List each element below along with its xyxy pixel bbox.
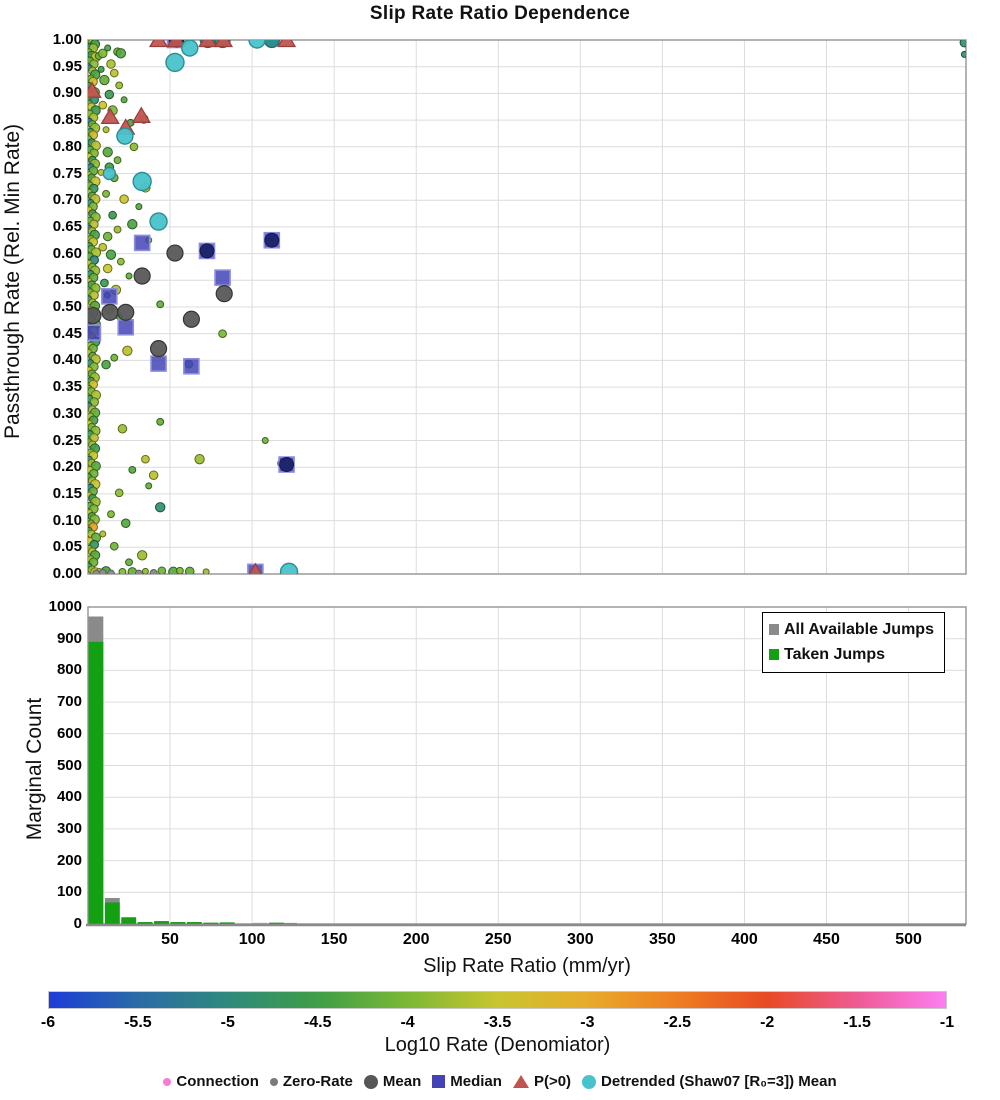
detrended-point <box>249 32 265 48</box>
connection-point <box>142 568 148 574</box>
detrended-point <box>150 213 167 230</box>
xtick: 50 <box>161 931 179 948</box>
colorbar-label: Log10 Rate (Denomiator) <box>384 1034 611 1056</box>
connection-point <box>130 143 138 151</box>
connection-point <box>120 195 129 204</box>
connection-point <box>219 330 227 338</box>
zero-rate-point <box>150 570 157 577</box>
colorbar-tick: -1 <box>939 1014 955 1031</box>
detrended-point <box>166 53 184 71</box>
connection-point <box>116 49 125 58</box>
hist-bar-taken <box>121 918 136 924</box>
top-ytick: 0.90 <box>52 84 82 102</box>
marker-legend-label: Detrended (Shaw07 [R₀=3]) Mean <box>601 1073 837 1090</box>
connection-point <box>146 483 152 489</box>
xtick: 450 <box>813 931 840 948</box>
bottom-ytick: 0 <box>73 915 82 932</box>
connection-point <box>114 157 121 164</box>
bottom-ytick: 800 <box>56 661 82 679</box>
marker-legend-label: P(>0) <box>533 1073 572 1090</box>
connection-point <box>121 519 130 528</box>
colorbar-tick: -3 <box>580 1014 595 1031</box>
top-ytick: 0.35 <box>52 378 82 396</box>
colorbar-tick: -5.5 <box>124 1014 152 1031</box>
connection-point <box>99 101 107 109</box>
marker-legend-label: Connection <box>176 1073 259 1090</box>
connection-point <box>101 279 109 287</box>
connection-point <box>176 567 183 574</box>
top-ytick: 0.45 <box>52 324 82 342</box>
connection-point <box>102 360 111 369</box>
zero-rate-point <box>93 570 100 577</box>
top-ytick: 0.10 <box>52 511 82 529</box>
hist-bar-taken <box>220 922 235 924</box>
marker-legend-label: Median <box>450 1073 502 1090</box>
connection-point <box>203 569 209 575</box>
connection-point <box>126 273 132 279</box>
x-axis-label: Slip Rate Ratio (mm/yr) <box>423 955 631 977</box>
connection-point <box>195 455 204 464</box>
connection-point <box>103 232 112 241</box>
legend-item-taken-jumps <box>769 642 938 667</box>
mean-navy-point <box>265 233 279 247</box>
marker-legend-label: Zero-Rate <box>282 1073 353 1090</box>
zero-rate-point <box>99 570 106 577</box>
connection-point <box>103 190 110 197</box>
detrended-point <box>103 168 115 180</box>
detrended-point <box>281 563 298 580</box>
p-gt0-triangle-icon <box>513 1075 529 1088</box>
mean-point <box>118 304 134 320</box>
top-ytick: 0.05 <box>52 538 82 556</box>
xtick: 150 <box>320 931 348 948</box>
xtick: 500 <box>895 931 922 948</box>
marker-legend-item <box>163 1073 259 1090</box>
connection-point <box>118 424 127 433</box>
connection-point <box>107 60 116 69</box>
median-square-icon <box>432 1075 445 1088</box>
p-gt0-point <box>133 108 150 123</box>
mean-point <box>183 311 199 327</box>
gridlines <box>88 40 966 574</box>
bottom-y-axis-label: Marginal Count <box>23 697 46 841</box>
colorbar-tick: -5 <box>220 1014 235 1031</box>
connection-point <box>105 45 111 51</box>
connection-point <box>137 551 146 560</box>
connection-point <box>156 503 165 512</box>
top-ytick: 0.70 <box>52 191 82 209</box>
connection-point <box>157 301 164 308</box>
histogram-legend[interactable] <box>762 612 945 673</box>
hist-bar-taken <box>171 922 186 924</box>
mean-navy-point <box>280 458 294 472</box>
connection-point <box>116 82 123 89</box>
mean-point <box>216 286 232 302</box>
taken-jumps-label: Taken Jumps <box>784 645 886 663</box>
taken-jumps-swatch-icon <box>769 649 779 660</box>
zero-rate-point <box>108 570 115 577</box>
marker-legend-label: Mean <box>382 1073 422 1090</box>
hist-bar-taken <box>89 642 104 924</box>
connection-point <box>158 567 166 575</box>
marker-legend-item <box>270 1073 353 1090</box>
connection-point <box>110 542 118 550</box>
xtick: 400 <box>731 931 758 948</box>
detrended-shaw07-r-3-mean-dot-icon <box>582 1075 596 1089</box>
top-ytick: 0.60 <box>52 244 82 262</box>
median-point <box>184 359 199 374</box>
connection-point <box>108 511 115 518</box>
median-point <box>135 235 150 250</box>
connection-point <box>142 455 150 463</box>
connection-point <box>98 66 104 72</box>
connection-point <box>126 559 133 566</box>
mean-point <box>134 268 150 284</box>
top-ytick: 0.15 <box>52 484 82 502</box>
detrended-point <box>182 40 198 56</box>
mean-navy-point <box>200 244 214 258</box>
connection-point <box>109 211 117 219</box>
top-ytick: 0.95 <box>52 57 82 75</box>
hist-bar-taken <box>187 922 202 924</box>
top-ytick: 0.85 <box>52 111 82 129</box>
xtick: 300 <box>566 931 594 948</box>
connection-point <box>110 69 118 77</box>
legend-item-all-jumps <box>769 617 938 642</box>
colorbar-tick: -1.5 <box>843 1014 871 1031</box>
bottom-ytick: 100 <box>56 883 82 901</box>
top-y-axis-label: Passthrough Rate (Rel. Min Rate) <box>1 123 24 439</box>
xtick: 250 <box>484 931 512 948</box>
connection-point <box>99 243 107 251</box>
bottom-ytick: 400 <box>56 788 82 806</box>
top-ytick: 0.25 <box>52 431 82 449</box>
connection-point <box>114 226 121 233</box>
hist-bar-taken <box>154 921 169 924</box>
chart-title: Slip Rate Ratio Dependence <box>369 3 631 24</box>
colorbar-tick: -4 <box>400 1014 415 1031</box>
connection-point <box>117 258 124 265</box>
median-point <box>215 270 230 285</box>
bottom-ytick: 300 <box>56 819 82 837</box>
bottom-ytick: 500 <box>56 756 82 774</box>
all-jumps-label: All Available Jumps <box>784 620 934 638</box>
colorbar-tick: -2 <box>760 1014 775 1031</box>
hist-bar-taken <box>105 902 120 924</box>
connection-point <box>157 418 164 425</box>
top-ytick: 0.75 <box>52 164 82 182</box>
marker-legend-item <box>432 1073 502 1090</box>
top-ytick: 0.55 <box>52 271 82 289</box>
top-ytick: 0.00 <box>52 565 82 582</box>
connection-point <box>149 471 158 480</box>
connection-point <box>103 264 112 273</box>
median-point <box>102 289 117 304</box>
colorbar-tick: -4.5 <box>303 1014 332 1031</box>
bottom-ytick: 700 <box>56 693 82 711</box>
median-point <box>118 320 133 335</box>
colorbar-tick: -2.5 <box>663 1014 692 1031</box>
top-ytick: 0.30 <box>52 404 82 422</box>
bottom-ytick: 900 <box>56 629 82 647</box>
zero-rate-point <box>135 570 142 577</box>
detrended-point <box>117 128 133 144</box>
connection-point <box>123 346 132 355</box>
histogram-bars <box>89 617 297 924</box>
mean-point <box>151 341 167 357</box>
mean-dot-icon <box>364 1075 378 1089</box>
connection-point <box>111 354 118 361</box>
connection-point <box>103 147 112 156</box>
colorbar <box>48 991 947 1009</box>
connection-dot-icon <box>163 1078 171 1086</box>
connection-point <box>121 97 127 103</box>
marker-legend-item <box>582 1073 837 1090</box>
connection-point <box>262 438 268 444</box>
connection-point <box>115 489 123 497</box>
zero-rate-dot-icon <box>270 1078 278 1086</box>
connection-point <box>129 466 136 473</box>
top-ytick: 0.65 <box>52 217 82 235</box>
hist-bar-taken <box>138 922 153 924</box>
connection-point <box>103 127 109 133</box>
connection-point <box>105 90 114 99</box>
xtick: 100 <box>238 931 266 948</box>
connection-point <box>106 250 115 259</box>
connection-point <box>128 568 137 577</box>
colorbar-tick: -6 <box>40 1014 56 1031</box>
mean-point <box>167 245 183 261</box>
detrended-dark-point <box>264 33 279 48</box>
xtick: 350 <box>649 931 676 948</box>
top-ytick: 0.50 <box>52 298 82 315</box>
connection-point <box>100 75 109 84</box>
scatter-points <box>84 32 969 580</box>
top-ytick: 0.80 <box>52 137 82 155</box>
bottom-ytick: 1000 <box>48 598 82 615</box>
xtick: 200 <box>402 931 430 948</box>
colorbar-tick: -3.5 <box>483 1014 512 1031</box>
marker-legend <box>0 1073 1000 1090</box>
connection-point <box>100 531 106 537</box>
connection-point <box>136 204 142 210</box>
bottom-ytick: 200 <box>56 851 82 869</box>
bottom-ytick: 600 <box>56 724 82 742</box>
top-ytick: 0.20 <box>52 458 82 476</box>
top-ytick: 0.40 <box>52 351 82 369</box>
mean-point <box>102 304 118 320</box>
all-jumps-swatch-icon <box>769 624 779 635</box>
detrended-point <box>133 173 151 191</box>
marker-legend-item <box>364 1073 421 1090</box>
connection-point <box>128 220 137 229</box>
top-ytick: 1.00 <box>52 31 82 48</box>
marker-legend-item <box>513 1073 571 1090</box>
median-point <box>151 356 166 371</box>
